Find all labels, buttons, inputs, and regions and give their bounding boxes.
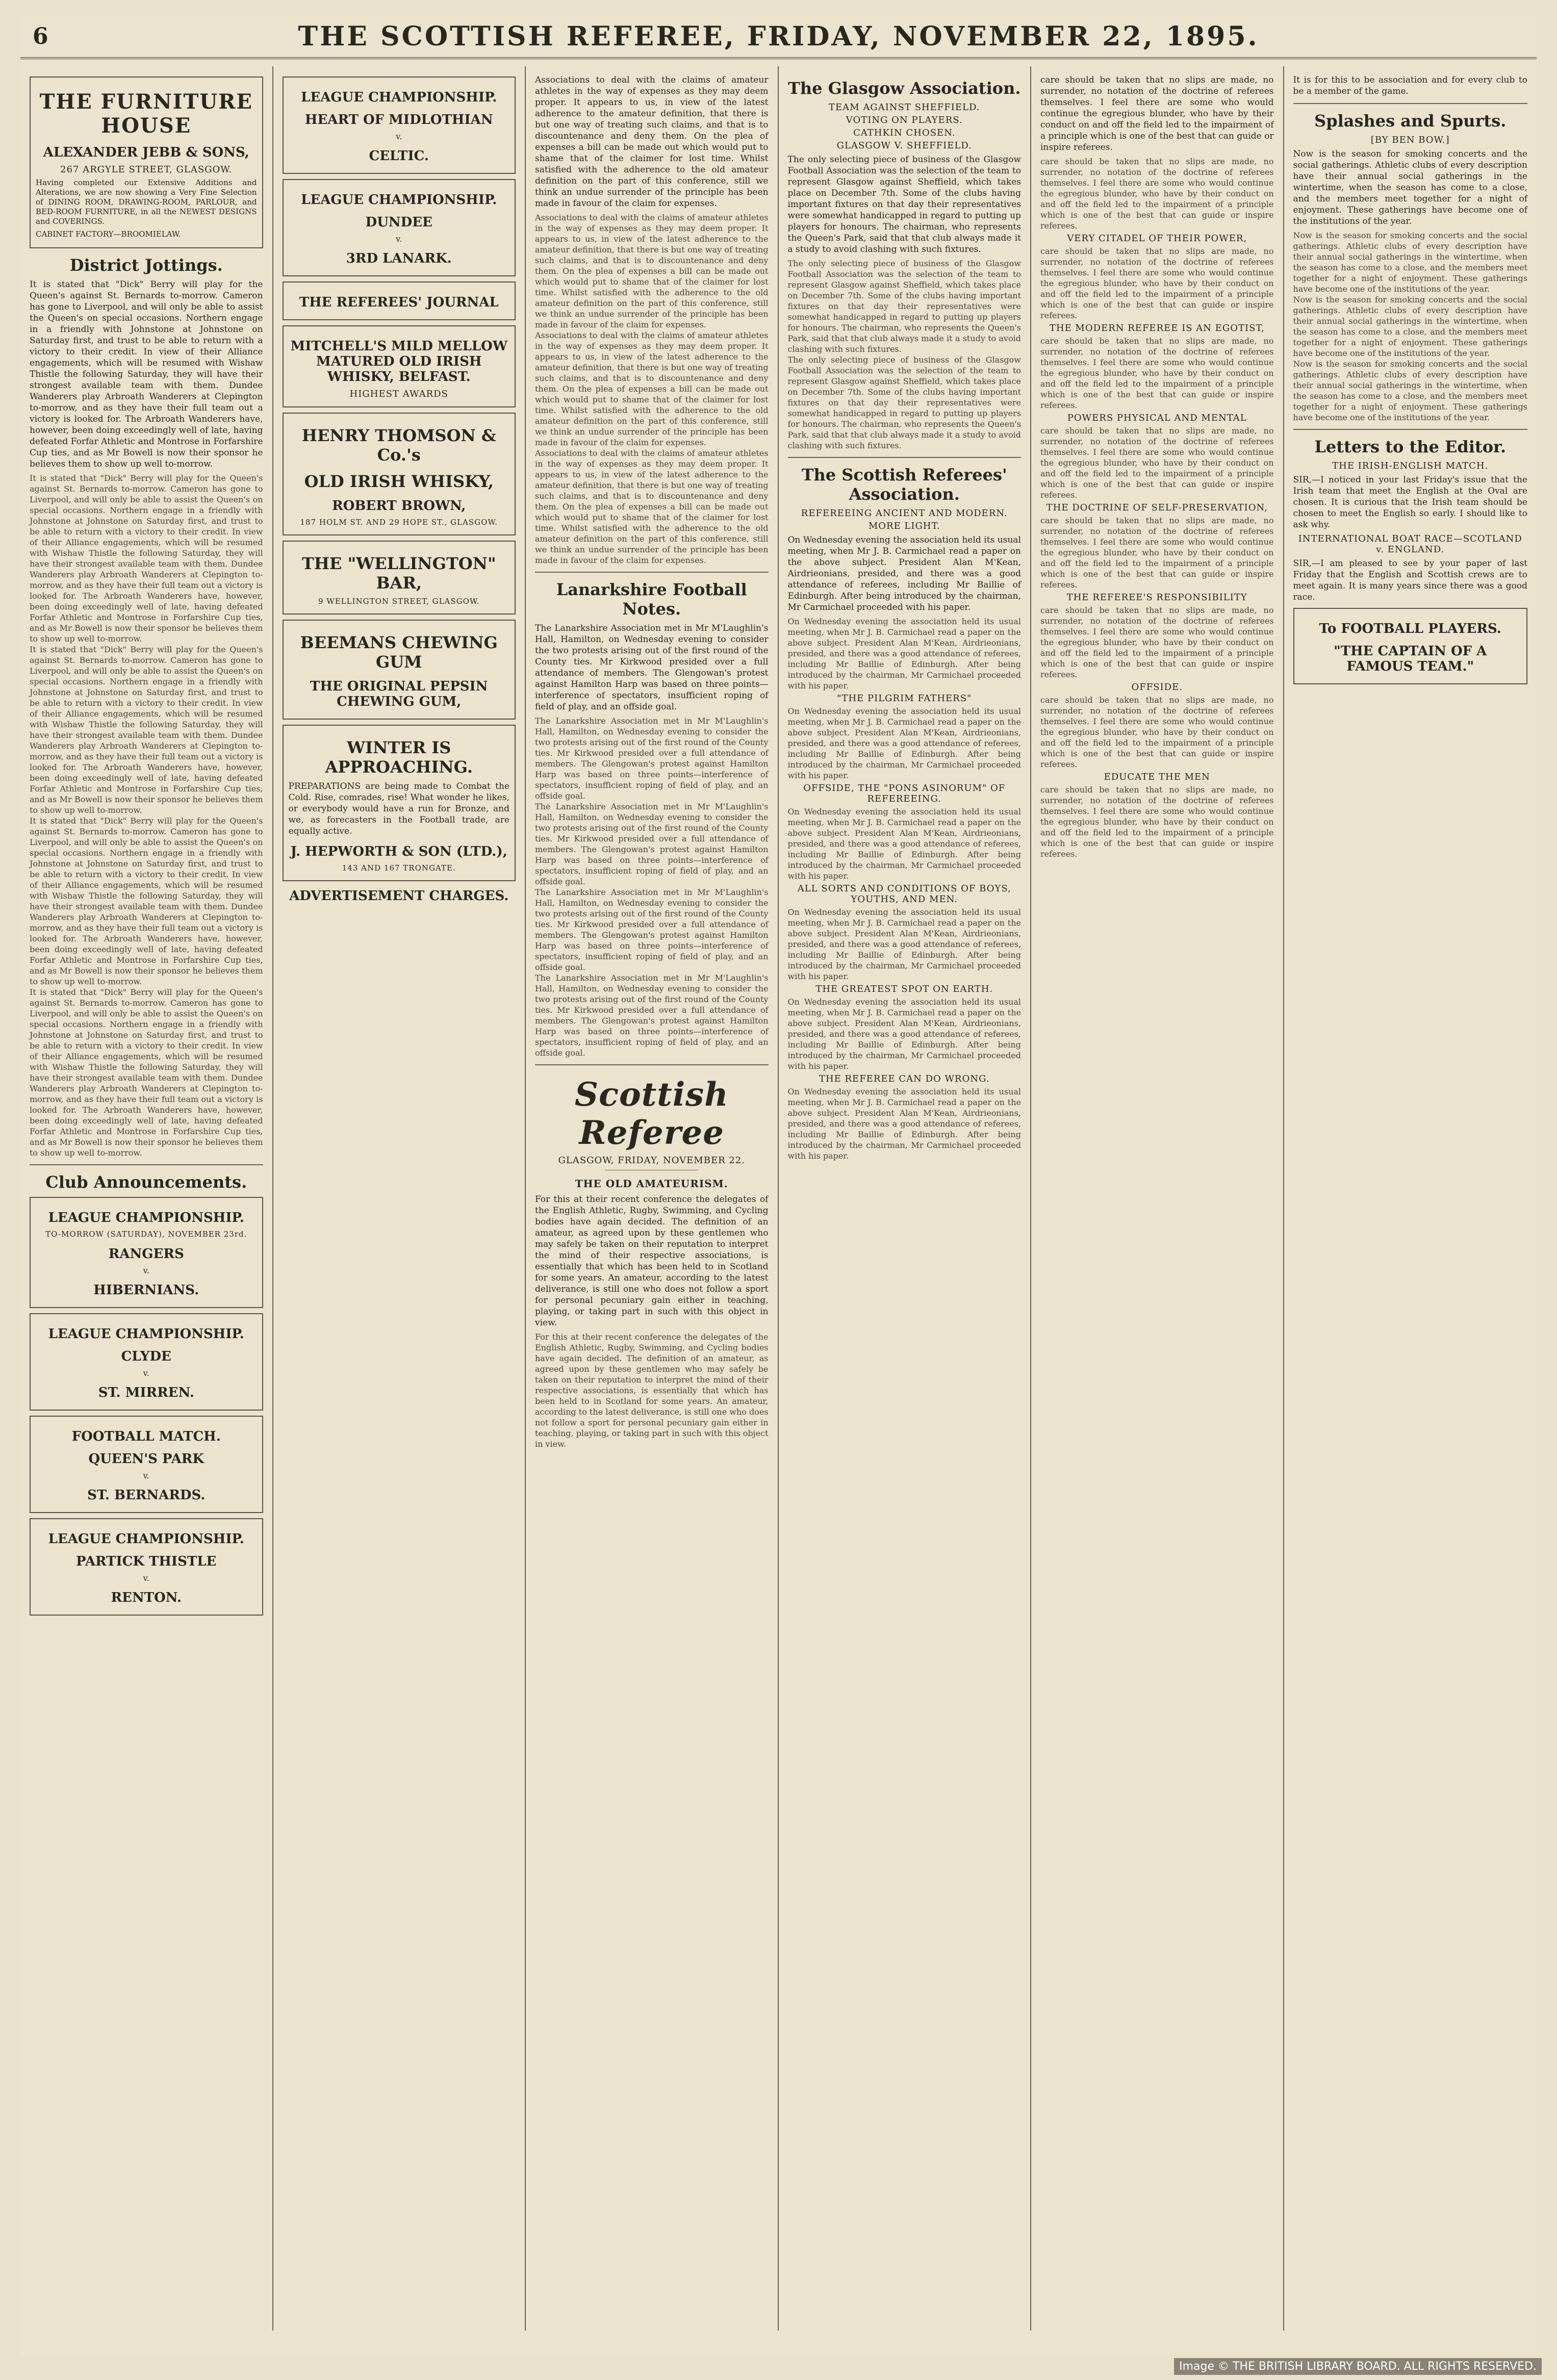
jottings-text-cont-4: It is stated that "Dick" Berry will play for the Queen's against St. Bernards to-morrow. Cameron has gone to Liverpool, and will only be able to assist the Queen's on special occasions. Northern engage in a friendly with Johnstone at Johnstone on Saturday first, and trust to be able to return with a victory to their credit. In view of their Alliance engagements, which will be resumed with Wishaw Thistle the following Saturday, they will have their strongest available team with them. Dundee Wanderers play Arbroath Wanderers at Clepington to-morrow, and as they have their full team out a victory is looked for. The Arbroath Wanderers have, however, been doing exceedingly well of late, having defeated Forfar Athletic and Montrose in Forfarshire Cup ties, and as Mr Bowell is now their sponsor he believes them to show up well to-morrow.	[30, 987, 263, 1158]
more-light: MORE LIGHT.	[868, 521, 940, 531]
winter-text: PREPARATIONS are being made to Combat the Cold. Rise, comrades, rise! What wonder he likes, or everybody would have a run for Bronze, and we, as forecasters in the Football trade, are equally active.	[288, 781, 509, 836]
column-4	[779, 66, 1032, 2331]
team-hibernians: HIBERNIANS.	[93, 1283, 199, 1298]
referees-cont-5: On Wednesday evening the association held its usual meeting, when Mr J. B. Carmichael read a paper on the above subject. President Alan M'Kean, Airdrieonians, presided, and there was a good attendance of referees, including Mr Baillie of Edinburgh. After being introduced by the chairman, Mr Carmichael proceeded with his paper.	[787, 997, 1021, 1071]
jottings-text-cont-3: It is stated that "Dick" Berry will play for the Queen's against St. Bernards to-morrow. Cameron has gone to Liverpool, and will only be able to assist the Queen's on special occasions. Northern engage in a friendly with Johnstone at Johnstone on Saturday first, and trust to be able to return with a victory to their credit. In view of their Alliance engagements, which will be resumed with Wishaw Thistle the following Saturday, they will have their strongest available team with them. Dundee Wanderers play Arbroath Wanderers at Clepington to-morrow, and as they have their full team out a victory is looked for. The Arbroath Wanderers have, however, been doing exceedingly well of late, having defeated Forfar Athletic and Montrose in Forfarshire Cup ties, and as Mr Bowell is now their sponsor he believes them to show up well to-morrow.	[30, 816, 263, 986]
masthead	[20, 15, 1537, 59]
wellington-address: 9 WELLINGTON STREET, GLASGOW.	[318, 597, 480, 606]
jottings-text-cont: It is stated that "Dick" Berry will play for the Queen's against St. Bernards to-morrow. Cameron has gone to Liverpool, and will only be able to assist the Queen's on special occasions. Northern engage in a friendly with Johnstone at Johnstone on Saturday first, and trust to be able to return with a victory to their credit. In view of their Alliance engagements, which will be resumed with Wishaw Thistle the following Saturday, they will have their strongest available team with them. Dundee Wanderers play Arbroath Wanderers at Clepington to-morrow, and as they have their full team out a victory is looked for. The Arbroath Wanderers have, however, been doing exceedingly well of late, having defeated Forfar Athletic and Montrose in Forfarshire Cup ties, and as Mr Bowell is now their sponsor he believes them to show up well to-morrow.	[30, 473, 263, 644]
self-preservation-sub: THE DOCTRINE OF SELF-PRESERVATION,	[1046, 502, 1268, 513]
team-st-bernards: ST. BERNARDS.	[87, 1488, 206, 1503]
team-clyde: CLYDE	[121, 1349, 171, 1364]
amateur-intro-cont-3: Associations to deal with the claims of amateur athletes in the way of expenses as they may deem proper. It appears to us, in view of the latest adherence to the amateur definition, that there is but one way of treating such claims, and that is to discountenance and deny them. On the plea of expenses a bill can be made out which would put to shame that of the claimer for lost time. Whilst satisfied with the adherence to the old amateur definition on the part of this conference, still we think an undue surrender of the principle has been made in favour of the claim for expenses.	[535, 448, 769, 565]
lanarkshire-text: The Lanarkshire Association met in Mr M'Laughlin's Hall, Hamilton, on Wednesday evening to consider the two protests arising out of the first round of the County ties. Mr Kirkwood presided over a full attendance of members. The Glengowan's protest against Hamilton Harp was based on three points—interference of spectators, insufficient roping of field of play, and an offside goal.	[535, 623, 769, 712]
whisky-awards: HIGHEST AWARDS	[349, 389, 448, 399]
beeman-heading: BEEMANS CHEWING GUM	[300, 633, 498, 672]
paper-date: GLASGOW, FRIDAY, NOVEMBER 22.	[558, 1155, 745, 1166]
team-partick-thistle: PARTICK THISTLE	[76, 1554, 217, 1569]
glasgow-cont: The only selecting piece of business of the Glasgow Football Association was the selection of the team to represent Glasgow against Sheffield, which takes place on December 7th. Some of the clubs having important fixtures on that day their representatives were somewhat handicapped in regard to putting up players for honours. The chairman, who represents the Queen's Park, said that that club always made it a study to avoid clashing with such fixtures.	[787, 259, 1021, 354]
team-renton: RENTON.	[111, 1590, 182, 1605]
referees-cont-2: On Wednesday evening the association held its usual meeting, when Mr J. B. Carmichael read a paper on the above subject. President Alan M'Kean, Airdrieonians, presided, and there was a good attendance of referees, including Mr Baillie of Edinburgh. After being introduced by the chairman, Mr Carmichael proceeded with his paper.	[787, 706, 1021, 780]
versus-5: v.	[396, 132, 402, 141]
league-heading-5: LEAGUE CHAMPIONSHIP.	[301, 192, 497, 208]
league-date: TO-MORROW (SATURDAY), NOVEMBER 23rd.	[45, 1230, 247, 1239]
team-3rd-lanark: 3RD LANARK.	[346, 251, 452, 266]
referees-article-cont-5: care should be taken that no slips are made, no surrender, no notation of the doctrine of referees themselves. I feel there are some who would continue the egregious blunder, who have by their conduct on and off the field led to the impairment of a principle which is one of the best that can guide or inspire referees.	[1040, 426, 1274, 500]
referees-cont-3: On Wednesday evening the association held its usual meeting, when Mr J. B. Carmichael read a paper on the above subject. President Alan M'Kean, Airdrieonians, presided, and there was a good attendance of referees, including Mr Baillie of Edinburgh. After being introduced by the chairman, Mr Carmichael proceeded with his paper.	[787, 807, 1021, 881]
whisky-brand: MITCHELL'S MILD MELLOW MATURED OLD IRISH WHISKY, BELFAST.	[290, 339, 508, 385]
referees-sub: REFEREEING ANCIENT AND MODERN.	[801, 508, 1008, 519]
thomson-whisky-ad	[283, 413, 516, 535]
spot-sub: THE GREATEST SPOT ON EARTH.	[815, 984, 993, 994]
hepworth-ad	[283, 725, 516, 881]
club-announcements-heading: Club Announcements.	[45, 1172, 247, 1192]
amateur-intro-text: Associations to deal with the claims of amateur athletes in the way of expenses as they may deem proper. It appears to us, in view of the latest adherence to the amateur definition, that there is but one way of treating such claims, and that is to discountenance and deny them. On the plea of expenses a bill can be made out which would put to shame that of the claimer for lost time. Whilst satisfied with the adherence to the old amateur definition on the part of this conference, still we think an undue surrender of the principle has been made in favour of the claim for expenses.	[535, 75, 769, 209]
paper-nameplate: Scottish Referee	[574, 1076, 729, 1152]
glasgow-text: The only selecting piece of business of the Glasgow Football Association was the selection of the team to represent Glasgow against Sheffield, which takes place on December 7th. Some of the clubs having important fixtures on that day their representatives were somewhat handicapped in regard to putting up players for honours. The chairman, who represents the Queen's Park, said that that club always made it a study to avoid clashing with such fixtures.	[787, 155, 1021, 254]
league-ad-rangers	[30, 1197, 263, 1308]
glasgow-sub-2: VOTING ON PLAYERS.	[846, 115, 963, 125]
thomson-heading: HENRY THOMSON & Co.'s	[301, 426, 496, 465]
splashes-heading: Splashes and Spurts.	[1314, 111, 1507, 131]
column-6	[1284, 66, 1537, 2331]
glasgow-sub-3: CATHKIN CHOSEN.	[853, 127, 956, 138]
beeman-subheading: THE ORIGINAL PEPSIN CHEWING GUM,	[310, 679, 488, 709]
referees-cont-6: On Wednesday evening the association held its usual meeting, when Mr J. B. Carmichael read a paper on the above subject. President Alan M'Kean, Airdrieonians, presided, and there was a good attendance of referees, including Mr Baillie of Edinburgh. After being introduced by the chairman, Mr Carmichael proceeded with his paper.	[787, 1087, 1021, 1161]
column-2	[273, 66, 526, 2331]
modern-referee-sub: THE MODERN REFEREE IS AN EGOTIST,	[1049, 323, 1265, 334]
referees-article-cont-8: care should be taken that no slips are made, no surrender, no notation of the doctrine of referees themselves. I feel there are some who would continue the egregious blunder, who have by their conduct on and off the field led to the impairment of a principle which is one of the best that can guide or inspire referees.	[1040, 695, 1274, 769]
glasgow-sub-4: GLASGOW V. SHEFFIELD.	[836, 140, 972, 151]
jottings-heading: District Jottings.	[69, 255, 223, 275]
letter2-heading: INTERNATIONAL BOAT RACE—SCOTLAND v. ENGLAND.	[1298, 533, 1522, 555]
newspaper-page	[20, 15, 1537, 2356]
team-dundee: DUNDEE	[365, 215, 432, 230]
leader-cont: For this at their recent conference the delegates of the English Athletic, Rugby, Swimming, and Cycling bodies have again decided. The definition of an amateur, as agreed upon by these gentlemen who may safely be taken on their reputation to interpret the mind of their respective associations, is essentially that which has been held to in Scotland for some years. An amateur, according to the latest deliverance, is still one who does not follow a sport for personal pecuniary gain either in teaching, playing, or taking part in such with this object in view.	[535, 1332, 769, 1449]
team-st-mirren: ST. MIRREN.	[98, 1385, 194, 1400]
hepworth-address: 143 AND 167 TRONGATE.	[342, 863, 456, 873]
team-hearts: HEART OF MIDLOTHIAN	[304, 112, 493, 127]
league-ad-dundee	[283, 179, 516, 276]
sorts-sub: ALL SORTS AND CONDITIONS OF BOYS, YOUTHS, AND MEN.	[797, 883, 1011, 905]
powers-sub: POWERS PHYSICAL AND MENTAL	[1067, 413, 1247, 423]
letters-heading: Letters to the Editor.	[1314, 437, 1507, 456]
responsibility-sub: THE REFEREE'S RESPONSIBILITY	[1066, 592, 1247, 603]
versus: v.	[143, 1266, 149, 1275]
journal-heading: THE REFEREES' JOURNAL	[299, 295, 499, 310]
versus-3: v.	[143, 1471, 149, 1480]
ad-body: Having completed our Extensive Additions and Alterations, we are now showing a Very Fine Selection of DINING ROOM, DRAWING-ROOM, PARLOUR, and BED-ROOM FURNITURE, in all the NEWEST DESIGNS and COVERINGS.	[36, 178, 257, 226]
referees-cont-4: On Wednesday evening the association held its usual meeting, when Mr J. B. Carmichael read a paper on the above subject. President Alan M'Kean, Airdrieonians, presided, and there was a good attendance of referees, including Mr Baillie of Edinburgh. After being introduced by the chairman, Mr Carmichael proceeded with his paper.	[787, 907, 1021, 981]
beeman-gum-ad	[283, 620, 516, 720]
referees-article-cont: care should be taken that no slips are made, no surrender, no notation of the doctrine of referees themselves. I feel there are some who would continue the egregious blunder, who have by their conduct on and off the field led to the impairment of a principle which is one of the best that can guide or inspire referees.	[1040, 75, 1274, 152]
letter2-text: SIR,—I am pleased to see by your paper of last Friday that the English and Scottish crews are to meet again. It is many years since there was a good race.	[1293, 558, 1527, 602]
thomson-subheading: OLD IRISH WHISKY,	[304, 472, 494, 491]
versus-6: v.	[396, 234, 402, 244]
wellington-heading: THE "WELLINGTON" BAR,	[301, 554, 496, 593]
football-match-ad	[30, 1416, 263, 1513]
lanarkshire-cont-3: The Lanarkshire Association met in Mr M'Laughlin's Hall, Hamilton, on Wednesday evening to consider the two protests arising out of the first round of the County ties. Mr Kirkwood presided over a full attendance of members. The Glengowan's protest against Hamilton Harp was based on three points—interference of spectators, insufficient roping of field of play, and an offside goal.	[535, 887, 769, 972]
league-heading: LEAGUE CHAMPIONSHIP.	[48, 1210, 244, 1225]
robert-brown: ROBERT BROWN,	[332, 498, 466, 514]
educate-sub: EDUCATE THE MEN	[1104, 772, 1210, 782]
referees-association-heading: The Scottish Referees' Association.	[801, 465, 1007, 504]
referees-article-cont-6: care should be taken that no slips are made, no surrender, no notation of the doctrine of referees themselves. I feel there are some who would continue the egregious blunder, who have by their conduct on and off the field led to the impairment of a principle which is one of the best that can guide or inspire referees.	[1040, 516, 1274, 590]
ad-address: 267 ARGYLE STREET, GLASGOW.	[60, 164, 233, 175]
robert-brown-address: 187 HOLM ST. AND 29 HOPE ST., GLASGOW.	[300, 518, 498, 527]
captain-ad	[1293, 608, 1528, 684]
jottings-text-cont-2: It is stated that "Dick" Berry will play for the Queen's against St. Bernards to-morrow. Cameron has gone to Liverpool, and will only be able to assist the Queen's on special occasions. Northern engage in a friendly with Johnstone at Johnstone on Saturday first, and trust to be able to return with a victory to their credit. In view of their Alliance engagements, which will be resumed with Wishaw Thistle the following Saturday, they will have their strongest available team with them. Dundee Wanderers play Arbroath Wanderers at Clepington to-morrow, and as they have their full team out a victory is looked for. The Arbroath Wanderers have, however, been doing exceedingly well of late, having defeated Forfar Athletic and Montrose in Forfarshire Cup ties, and as Mr Bowell is now their sponsor he believes them to show up well to-morrow.	[30, 645, 263, 815]
amateur-intro-cont: Associations to deal with the claims of amateur athletes in the way of expenses as they may deem proper. It appears to us, in view of the latest adherence to the amateur definition, that there is but one way of treating such claims, and that is to discountenance and deny them. On the plea of expenses a bill can be made out which would put to shame that of the claimer for lost time. Whilst satisfied with the adherence to the old amateur definition on the part of this conference, still we think an undue surrender of the principle has been made in favour of the claim for expenses.	[535, 213, 769, 329]
lanarkshire-heading: Lanarkshire Football Notes.	[556, 580, 747, 619]
league-heading-3: LEAGUE CHAMPIONSHIP.	[48, 1531, 244, 1547]
mitchell-whisky-ad	[283, 325, 516, 407]
pilgrim-fathers-sub: "THE PILGRIM FATHERS"	[837, 693, 972, 704]
league-ad-clyde	[30, 1313, 263, 1411]
letter1-heading: THE IRISH-ENGLISH MATCH.	[1332, 460, 1489, 471]
splashes-cont-2: Now is the season for smoking concerts and the social gatherings. Athletic clubs of every description have their annual social gatherings in the wintertime, when the season has come to a close, and the members meet together for a night of enjoyment. These gatherings have become one of the institutions of the year.	[1293, 295, 1527, 358]
splashes-byline: [BY BEN BOW.]	[1370, 135, 1450, 145]
leader-text: For this at their recent conference the delegates of the English Athletic, Rugby, Swimming, and Cycling bodies have again decided. The definition of an amateur, as agreed upon by these gentlemen who may safely be taken on their reputation to interpret the mind of their respective associations, is essentially that which has been held to in Scotland for some years. An amateur, according to the latest deliverance, is still one who does not follow a sport for personal pecuniary gain either in teaching, playing, or taking part in such with this object in view.	[535, 1194, 769, 1328]
referees-cont: On Wednesday evening the association held its usual meeting, when Mr J. B. Carmichael read a paper on the above subject. President Alan M'Kean, Airdrieonians, presided, and there was a good attendance of referees, including Mr Baillie of Edinburgh. After being introduced by the chairman, Mr Carmichael proceeded with his paper.	[787, 617, 1021, 690]
splashes-text: Now is the season for smoking concerts and the social gatherings. Athletic clubs of every description have their annual social gatherings in the wintertime, when the season has come to a close, and the members meet together for a night of enjoyment. These gatherings have become one of the institutions of the year.	[1293, 149, 1527, 226]
glasgow-association-heading: The Glasgow Association.	[788, 79, 1021, 98]
image-credit: Image © THE BRITISH LIBRARY BOARD. ALL RIGHTS RESERVED.	[1174, 2358, 1542, 2375]
splashes-cont: Now is the season for smoking concerts and the social gatherings. Athletic clubs of every description have their annual social gatherings in the wintertime, when the season has come to a close, and the members meet together for a night of enjoyment. These gatherings have become one of the institutions of the year.	[1293, 231, 1527, 294]
advertisement-charges-heading: ADVERTISEMENT CHARGES.	[289, 888, 509, 904]
columns	[20, 66, 1537, 2331]
leader-heading: THE OLD AMATEURISM.	[575, 1178, 728, 1190]
football-match-heading: FOOTBALL MATCH.	[71, 1429, 221, 1444]
no-wrong-sub: THE REFEREE CAN DO WRONG.	[819, 1073, 990, 1084]
col6-intro-text: It is for this to be association and for every club to be a member of the game.	[1293, 75, 1527, 96]
offside-sub-2: OFFSIDE.	[1131, 682, 1183, 693]
ad-footer: CABINET FACTORY—BROOMIELAW.	[36, 229, 181, 239]
wellington-bar-ad	[283, 541, 516, 615]
lanarkshire-cont: The Lanarkshire Association met in Mr M'Laughlin's Hall, Hamilton, on Wednesday evening to consider the two protests arising out of the first round of the County ties. Mr Kirkwood presided over a full attendance of members. The Glengowan's protest against Hamilton Harp was based on three points—interference of spectators, insufficient roping of field of play, and an offside goal.	[535, 716, 769, 801]
hepworth-name: J. HEPWORTH & SON (LTD.),	[290, 844, 507, 859]
ad-firm: ALEXANDER JEBB & SONS,	[43, 145, 249, 160]
referees-article-cont-4: care should be taken that no slips are made, no surrender, no notation of the doctrine of referees themselves. I feel there are some who would continue the egregious blunder, who have by their conduct on and off the field led to the impairment of a principle which is one of the best that can guide or inspire referees.	[1040, 336, 1274, 410]
referees-article-cont-9: care should be taken that no slips are made, no surrender, no notation of the doctrine of referees themselves. I feel there are some who would continue the egregious blunder, who have by their conduct on and off the field led to the impairment of a principle which is one of the best that can guide or inspire referees.	[1040, 785, 1274, 859]
referees-article-cont-7: care should be taken that no slips are made, no surrender, no notation of the doctrine of referees themselves. I feel there are some who would continue the egregious blunder, who have by their conduct on and off the field led to the impairment of a principle which is one of the best that can guide or inspire referees.	[1040, 605, 1274, 679]
amateur-intro-cont-2: Associations to deal with the claims of amateur athletes in the way of expenses as they may deem proper. It appears to us, in view of the latest adherence to the amateur definition, that there is but one way of treating such claims, and that is to discountenance and deny them. On the plea of expenses a bill can be made out which would put to shame that of the claimer for lost time. Whilst satisfied with the adherence to the old amateur definition on the part of this conference, still we think an undue surrender of the principle has been made in favour of the claim for expenses.	[535, 330, 769, 447]
column-3	[526, 66, 779, 2331]
league-ad-partick	[30, 1518, 263, 1616]
referees-article-cont-3: care should be taken that no slips are made, no surrender, no notation of the doctrine of referees themselves. I feel there are some who would continue the egregious blunder, who have by their conduct on and off the field led to the impairment of a principle which is one of the best that can guide or inspire referees.	[1040, 246, 1274, 320]
glasgow-sub-1: TEAM AGAINST SHEFFIELD.	[829, 102, 980, 113]
league-heading-2: LEAGUE CHAMPIONSHIP.	[48, 1326, 244, 1342]
captain-subheading: "THE CAPTAIN OF A FAMOUS TEAM."	[1334, 644, 1487, 674]
captain-heading: To FOOTBALL PLAYERS.	[1319, 621, 1501, 636]
ad-title: THE FURNITURE HOUSE	[39, 90, 253, 138]
referees-article-cont-2: care should be taken that no slips are made, no surrender, no notation of the doctrine of referees themselves. I feel there are some who would continue the egregious blunder, who have by their conduct on and off the field led to the impairment of a principle which is one of the best that can guide or inspire referees.	[1040, 157, 1274, 231]
league-ad-hearts	[283, 76, 516, 174]
glasgow-cont-2: The only selecting piece of business of the Glasgow Football Association was the selection of the team to represent Glasgow against Sheffield, which takes place on December 7th. Some of the clubs having important fixtures on that day their representatives were somewhat handicapped in regard to putting up players for honours. The chairman, who represents the Queen's Park, said that that club always made it a study to avoid clashing with such fixtures.	[787, 355, 1021, 450]
offside-sub: OFFSIDE, THE "PONS ASINORUM" OF REFEREEING.	[803, 783, 1006, 804]
team-celtic: CELTIC.	[369, 148, 429, 164]
splashes-cont-3: Now is the season for smoking concerts and the social gatherings. Athletic clubs of every description have their annual social gatherings in the wintertime, when the season has come to a close, and the members meet together for a night of enjoyment. These gatherings have become one of the institutions of the year.	[1293, 359, 1527, 422]
referees-text: On Wednesday evening the association held its usual meeting, when Mr J. B. Carmichael read a paper on the above subject. President Alan M'Kean, Airdrieonians, presided, and there was a good attendance of referees, including Mr Baillie of Edinburgh. After being introduced by the chairman, Mr Carmichael proceeded with his paper.	[787, 535, 1021, 612]
versus-2: v.	[143, 1368, 149, 1378]
versus-4: v.	[143, 1573, 149, 1583]
league-heading-4: LEAGUE CHAMPIONSHIP.	[301, 90, 497, 105]
masthead-title: THE SCOTTISH REFEREE, FRIDAY, NOVEMBER 22, 1895.	[298, 20, 1259, 52]
column-5	[1031, 66, 1284, 2331]
letter1-text: SIR,—I noticed in your last Friday's issue that the Irish team that meet the English at the Oval are chosen. It is curious that the Irish team should be chosen to meet the English so early. I should like to ask why.	[1293, 475, 1527, 530]
journal-ad	[283, 281, 516, 320]
team-rangers: RANGERS	[108, 1246, 184, 1262]
team-queens-park: QUEEN'S PARK	[88, 1451, 205, 1467]
page-number: 6	[33, 23, 48, 49]
jottings-text: It is stated that "Dick" Berry will play for the Queen's against St. Bernards to-morrow. Cameron has gone to Liverpool, and will only be able to assist the Queen's on special occasions. Northern engage in a friendly with Johnstone at Johnstone on Saturday first, and trust to be able to return with a victory to their credit. In view of their Alliance engagements, which will be resumed with Wishaw Thistle the following Saturday, they will have their strongest available team with them. Dundee Wanderers play Arbroath Wanderers at Clepington to-morrow, and as they have their full team out a victory is looked for. The Arbroath Wanderers have, however, been doing exceedingly well of late, having defeated Forfar Athletic and Montrose in Forfarshire Cup ties, and as Mr Bowell is now their sponsor he believes them to show up well to-morrow.	[30, 279, 263, 469]
winter-heading: WINTER IS APPROACHING.	[325, 738, 473, 777]
lanarkshire-cont-2: The Lanarkshire Association met in Mr M'Laughlin's Hall, Hamilton, on Wednesday evening to consider the two protests arising out of the first round of the County ties. Mr Kirkwood presided over a full attendance of members. The Glengowan's protest against Hamilton Harp was based on three points—interference of spectators, insufficient roping of field of play, and an offside goal.	[535, 802, 769, 886]
lanarkshire-cont-4: The Lanarkshire Association met in Mr M'Laughlin's Hall, Hamilton, on Wednesday evening to consider the two protests arising out of the first round of the County ties. Mr Kirkwood presided over a full attendance of members. The Glengowan's protest against Hamilton Harp was based on three points—interference of spectators, insufficient roping of field of play, and an offside goal.	[535, 973, 769, 1058]
furniture-house-ad	[30, 76, 263, 248]
citadel-sub: VERY CITADEL OF THEIR POWER,	[1067, 233, 1247, 244]
column-1	[20, 66, 273, 2331]
